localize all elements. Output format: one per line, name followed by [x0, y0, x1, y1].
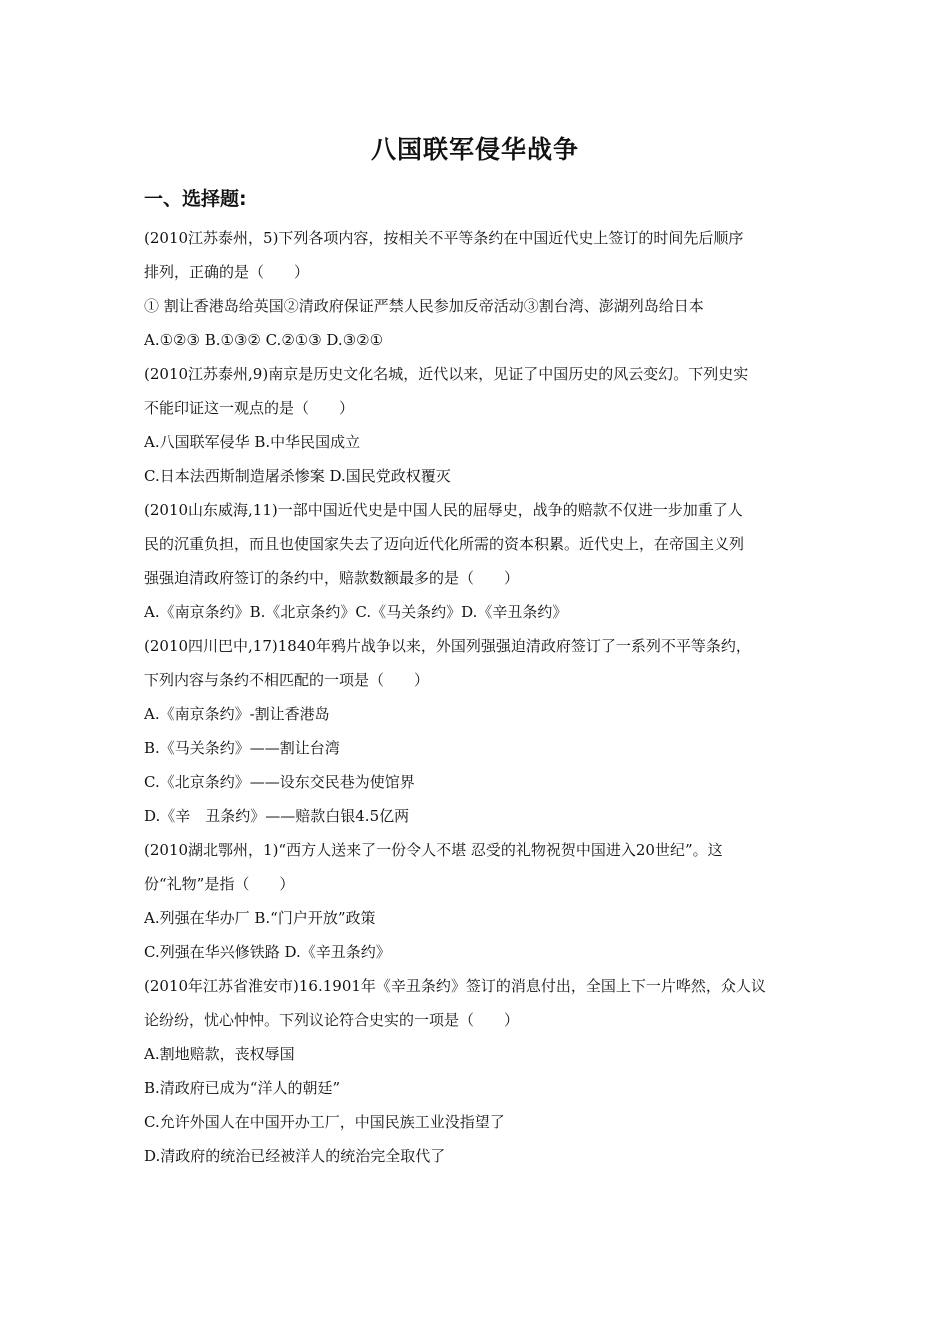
- text-line: C.列强在华兴修铁路 D.《辛丑条约》: [144, 943, 391, 961]
- text-line: A.割地赔款，丧权辱国: [144, 1045, 295, 1063]
- text-line: (2010江苏泰州，5)下列各项内容，按相关不平等条约在中国近代史上签订的时间先后顺序: [144, 229, 744, 247]
- text-line: (2010年江苏省淮安市)16.1901年《辛丑条约》签订的消息付出，全国上下一片哗然，众人议: [144, 977, 766, 995]
- text-line: ① 割让香港岛给英国②清政府保证严禁人民参加反帝活动③割台湾、澎湖列岛给日本: [144, 297, 704, 315]
- text-line: A.八国联军侵华 B.中华民国成立: [144, 433, 361, 451]
- text-line: B.清政府已成为“洋人的朝廷”: [144, 1079, 341, 1097]
- text-line: 排列，正确的是（ ）: [144, 263, 310, 281]
- text-line: C.日本法西斯制造屠杀惨案 D.国民党政权覆灭: [144, 467, 451, 485]
- text-line: C.《北京条约》——设东交民巷为使馆界: [144, 773, 415, 791]
- text-line: 论纷纷，忧心忡忡。下列议论符合史实的一项是（ ）: [144, 1011, 520, 1029]
- text-line: D.清政府的统治已经被洋人的统治完全取代了: [144, 1147, 446, 1165]
- text-line: 不能印证这一观点的是（ ）: [144, 399, 355, 417]
- text-line: (2010湖北鄂州，1)“西方人送来了一份令人不堪 忍受的礼物祝贺中国进入20世纪”。这: [144, 841, 723, 859]
- text-line: A.《南京条约》-割让香港岛: [144, 705, 330, 723]
- text-line: B.《马关条约》——割让台湾: [144, 739, 340, 757]
- text-line: A.①②③ B.①③② C.②①③ D.③②①: [144, 331, 384, 349]
- text-line: 份“礼物”是指（ ）: [144, 875, 295, 893]
- text-line: (2010山东威海,11)一部中国近代史是中国人民的屈辱史，战争的赔款不仅进一步加重了人: [144, 501, 743, 519]
- text-line: A.列强在华办厂 B.“门户开放”政策: [144, 909, 376, 927]
- text-line: (2010江苏泰州,9)南京是历史文化名城，近代以来，见证了中国历史的风云变幻。下列史实: [144, 365, 749, 383]
- text-line: D.《辛 丑条约》——赔款白银4.5亿两: [144, 807, 410, 825]
- text-line: 民的沉重负担，而且也使国家失去了迈向近代化所需的资本积累。近代史上，在帝国主义列: [144, 535, 745, 553]
- text-line: 强强迫清政府签订的条约中，赔款数额最多的是（ ）: [144, 569, 520, 587]
- text-line: C.允许外国人在中国开办工厂，中国民族工业没指望了: [144, 1113, 505, 1131]
- text-line: (2010四川巴中,17)1840年鸦片战争以来，外国列强强迫清政府签订了一系列不平等条约，: [144, 637, 751, 655]
- page-title: 八国联军侵华战争: [370, 135, 579, 164]
- text-line: 下列内容与条约不相匹配的一项是（ ）: [144, 671, 430, 689]
- text-line: A.《南京条约》B.《北京条约》C.《马关条约》D.《辛丑条约》: [144, 603, 568, 621]
- section-heading: 一、选择题:: [144, 188, 247, 210]
